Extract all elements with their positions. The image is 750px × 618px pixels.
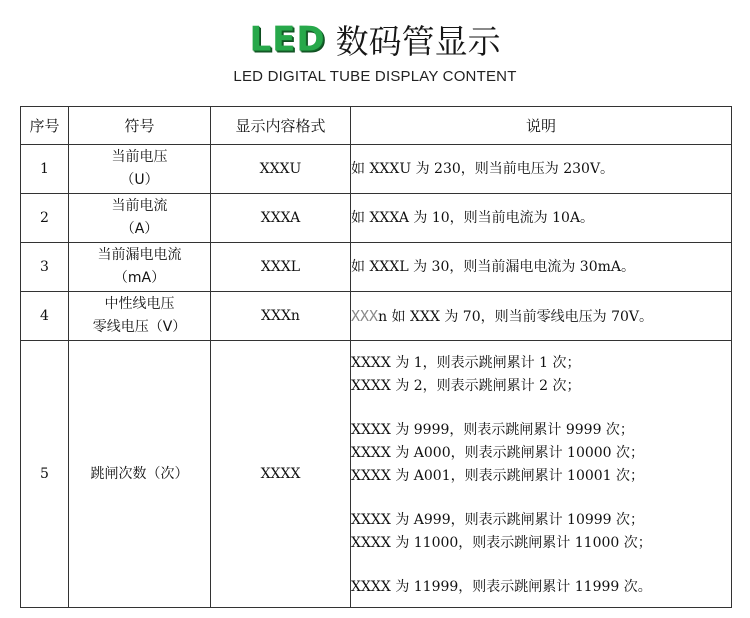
spacer (351, 555, 731, 576)
row-symbol (69, 292, 211, 341)
row-symbol (69, 194, 211, 243)
header-format: 显示内容格式 (211, 107, 351, 145)
display-spec-table (20, 106, 732, 608)
description-text: n 如 XXX 为 70，则当前零线电压为 70V。 (378, 308, 654, 325)
row-format: XXXX (211, 341, 351, 608)
description-line: XXXX 为 9999，则表示跳闸累计 9999 次； (351, 421, 634, 438)
page-title (0, 16, 750, 62)
table-row (21, 292, 732, 341)
row-symbol (69, 341, 211, 608)
spacer (351, 398, 731, 419)
symbol-unit: （mA） (113, 270, 166, 286)
row-description: 如 XXXL 为 30，则当前漏电电流为 30mA。 (351, 243, 732, 292)
segment-digits-icon: XXX (351, 306, 379, 325)
table-row (21, 145, 732, 194)
symbol-unit: 零线电压（V） (92, 319, 187, 335)
symbol-name: 当前电压 (111, 149, 168, 165)
row-description (351, 292, 732, 341)
title-chinese: 数码管显示 (335, 22, 501, 61)
row-description: 如 XXXA 为 10，则当前电流为 10A。 (351, 194, 732, 243)
header-description: 说明 (351, 107, 732, 145)
description-line: XXXX 为 1，则表示跳闸累计 1 次； (351, 354, 581, 371)
description-line: XXXX 为 A999，则表示跳闸累计 10999 次； (351, 511, 645, 528)
table-row (21, 194, 732, 243)
row-number: 1 (21, 145, 69, 194)
row-format: XXXL (211, 243, 351, 292)
row-symbol (69, 145, 211, 194)
symbol-name: 跳闸次数（次） (90, 465, 189, 482)
description-line: XXXX 为 11000，则表示跳闸累计 11000 次； (351, 534, 652, 551)
table-row (21, 341, 732, 608)
row-number: 2 (21, 194, 69, 243)
row-symbol (69, 243, 211, 292)
header-symbol: 符号 (69, 107, 211, 145)
table-header-row (21, 107, 732, 145)
description-block (351, 350, 731, 599)
header-no: 序号 (21, 107, 69, 145)
symbol-unit: （A） (120, 221, 159, 237)
row-number: 3 (21, 243, 69, 292)
title-led-logo: LED (249, 19, 326, 60)
symbol-name: 当前漏电电流 (97, 247, 182, 263)
row-format: XXXU (211, 145, 351, 194)
row-description (351, 341, 732, 608)
description-line: XXXX 为 A001，则表示跳闸累计 10001 次； (351, 467, 645, 484)
row-format: XXXA (211, 194, 351, 243)
page-subtitle: LED DIGITAL TUBE DISPLAY CONTENT (233, 68, 517, 85)
row-number: 5 (21, 341, 69, 608)
symbol-name: 当前电流 (111, 198, 168, 214)
spacer (351, 488, 731, 509)
description-line: XXXX 为 11999，则表示跳闸累计 11999 次。 (351, 578, 652, 595)
row-format: XXXn (211, 292, 351, 341)
row-number: 4 (21, 292, 69, 341)
table-row (21, 243, 732, 292)
symbol-unit: （U） (120, 172, 159, 188)
symbol-name: 中性线电压 (104, 296, 175, 312)
description-line: XXXX 为 A000，则表示跳闸累计 10000 次； (351, 444, 645, 461)
description-line: XXXX 为 2，则表示跳闸累计 2 次； (351, 377, 581, 394)
row-description: 如 XXXU 为 230，则当前电压为 230V。 (351, 145, 732, 194)
